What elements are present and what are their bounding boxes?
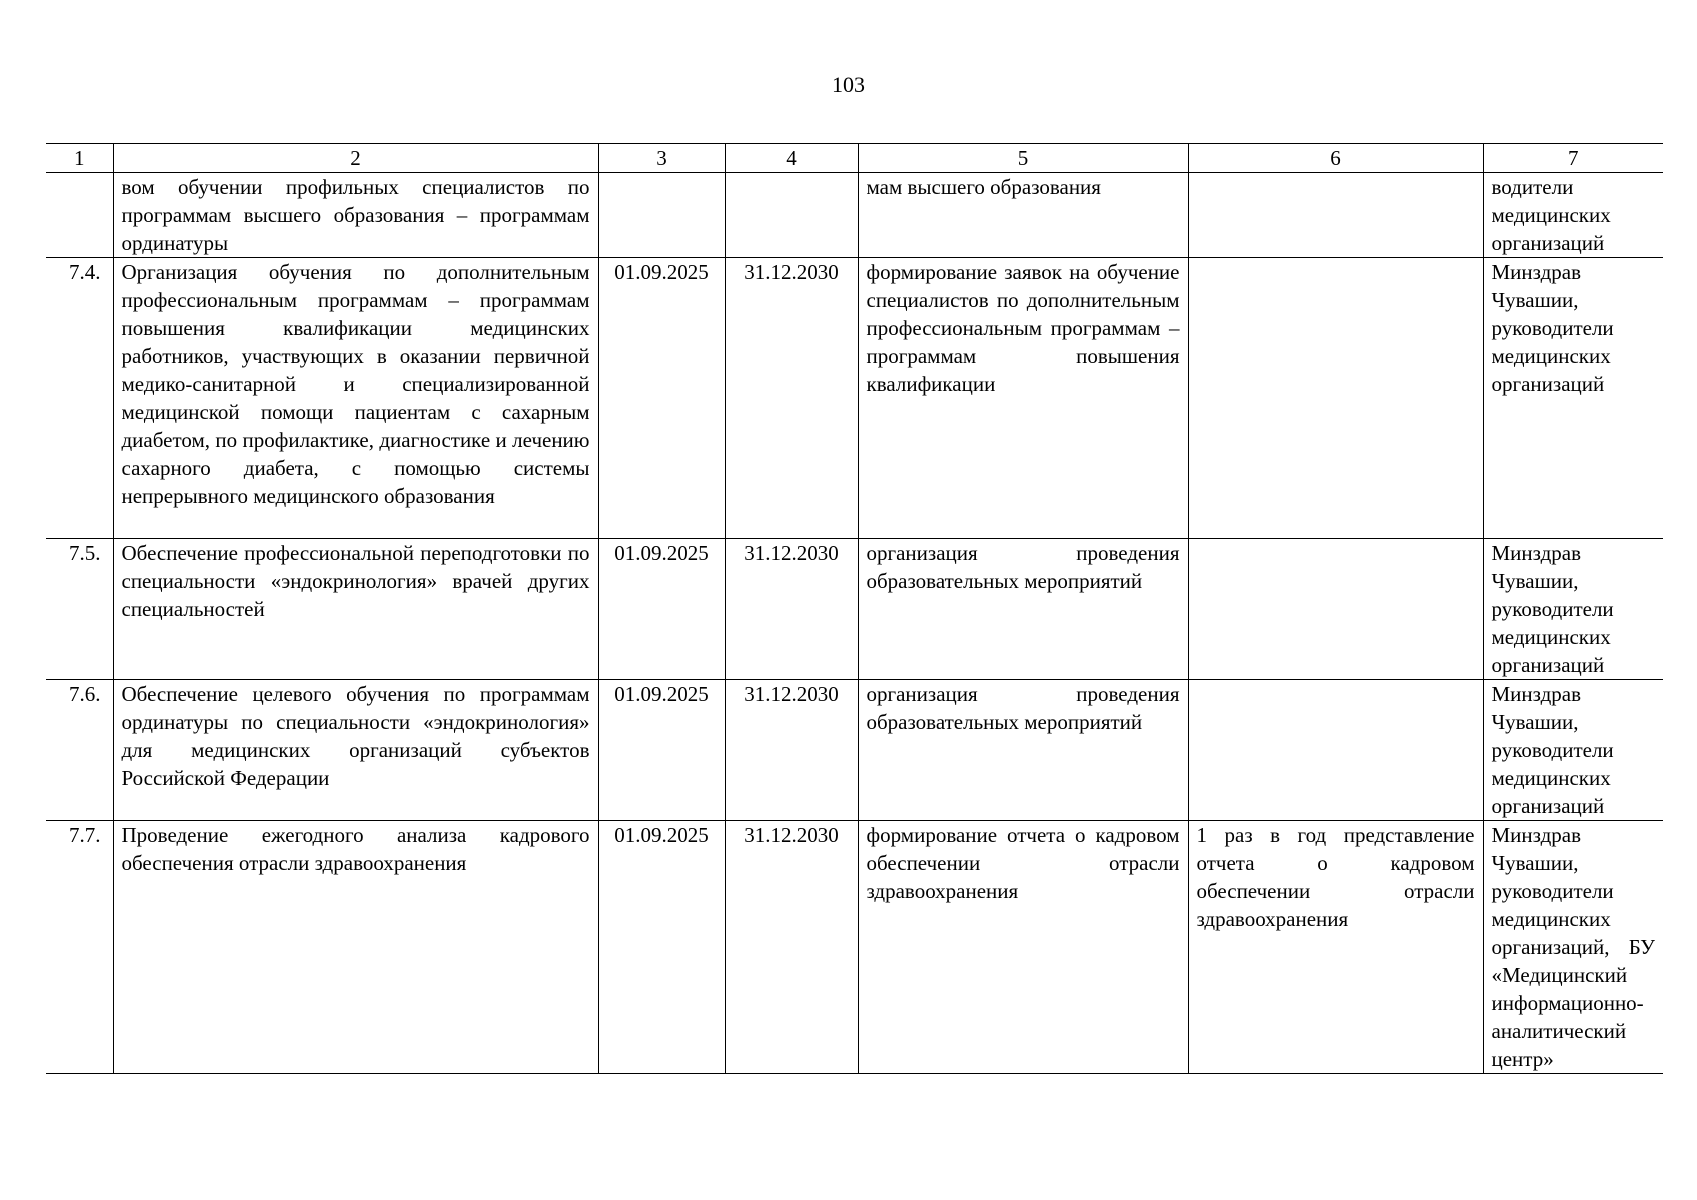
responsible-cell: Минздрав Чувашии, руководители медицинских организаций <box>1483 680 1663 821</box>
start-date-cell: 01.09.2025 <box>598 680 725 821</box>
activity-cell: Проведение ежегодного анализа кадрового обеспечения отрасли здравоохранения <box>113 821 598 1074</box>
indicator-cell <box>1188 258 1483 539</box>
end-date-cell: 31.12.2030 <box>725 258 858 539</box>
indicator-cell: 1 раз в год представление отчета о кадровом обеспечении отрасли здравоохранения <box>1188 821 1483 1074</box>
table-row <box>46 680 1663 821</box>
result-cell: организация проведения образовательных мероприятий <box>858 539 1188 680</box>
table-row <box>46 173 1663 258</box>
page-number: 103 <box>832 72 865 97</box>
column-header-3: 3 <box>598 144 725 173</box>
responsible-cell: Минздрав Чувашии, руководители медицинских организаций <box>1483 539 1663 680</box>
end-date-cell: 31.12.2030 <box>725 821 858 1074</box>
start-date-cell: 01.09.2025 <box>598 821 725 1074</box>
responsible-cell: Минздрав Чувашии, руководители медицинских организаций <box>1483 258 1663 539</box>
activity-cell: вом обучении профильных специалистов по программам высшего образования – программам ординатуры <box>113 173 598 258</box>
column-header-4: 4 <box>725 144 858 173</box>
header-row <box>46 144 1663 173</box>
activity-cell: Организация обучения по дополнительным профессиональным программам – программам повышения квалификации медицинских работников, участвующих в оказании первичной медико-санитарной и специализированной медицинской помощи пациентам с сахарным диабетом, по профилактике, диагностике и лечению сахарного диабета, с помощью системы непрерывного медицинского образования <box>113 258 598 539</box>
column-header-2: 2 <box>113 144 598 173</box>
column-header-7: 7 <box>1483 144 1663 173</box>
row-number: 7.4. <box>46 258 113 539</box>
row-number: 7.6. <box>46 680 113 821</box>
activity-cell: Обеспечение профессиональной переподготовки по специальности «эндокринология» врачей других специальностей <box>113 539 598 680</box>
indicator-cell <box>1188 680 1483 821</box>
result-cell: формирование отчета о кадровом обеспечении отрасли здравоохранения <box>858 821 1188 1074</box>
row-number <box>46 173 113 258</box>
indicator-cell <box>1188 173 1483 258</box>
row-number: 7.5. <box>46 539 113 680</box>
column-header-1: 1 <box>46 144 113 173</box>
end-date-cell: 31.12.2030 <box>725 680 858 821</box>
table-row <box>46 821 1663 1074</box>
result-cell: формирование заявок на обучение специалистов по дополнительным профессиональным программам – программам повышения квалификации <box>858 258 1188 539</box>
start-date-cell: 01.09.2025 <box>598 539 725 680</box>
column-header-5: 5 <box>858 144 1188 173</box>
activity-cell: Обеспечение целевого обучения по программам ординатуры по специальности «эндокринология» для медицинских организаций субъектов Российской Федерации <box>113 680 598 821</box>
table-row <box>46 258 1663 539</box>
end-date-cell <box>725 173 858 258</box>
start-date-cell: 01.09.2025 <box>598 258 725 539</box>
action-plan-table <box>46 143 1663 1074</box>
responsible-cell: Минздрав Чувашии, руководители медицинских организаций, БУ «Медицинский информационно-аналитический центр» <box>1483 821 1663 1074</box>
table-row <box>46 539 1663 680</box>
result-cell: мам высшего образования <box>858 173 1188 258</box>
row-number: 7.7. <box>46 821 113 1074</box>
end-date-cell: 31.12.2030 <box>725 539 858 680</box>
start-date-cell <box>598 173 725 258</box>
responsible-cell: водители медицинских организаций <box>1483 173 1663 258</box>
column-header-6: 6 <box>1188 144 1483 173</box>
indicator-cell <box>1188 539 1483 680</box>
result-cell: организация проведения образовательных мероприятий <box>858 680 1188 821</box>
